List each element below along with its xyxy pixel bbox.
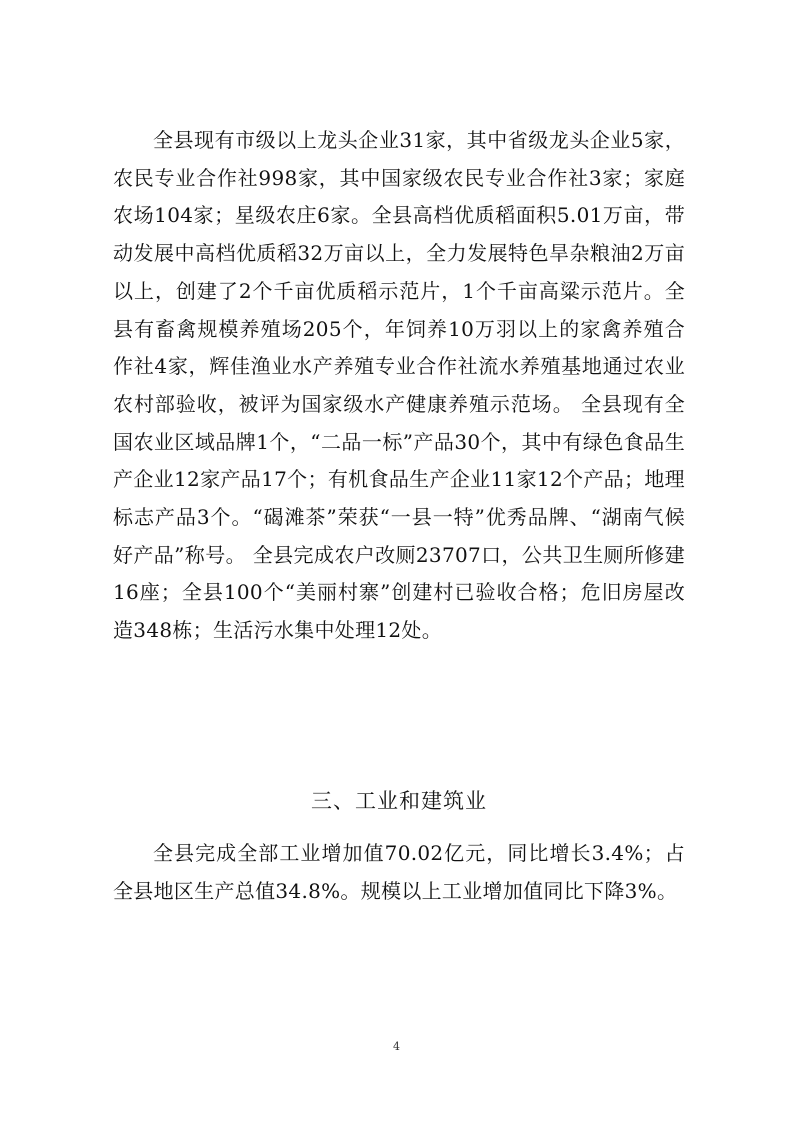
body-paragraph-industry: 全县完成全部工业增加值70.02亿元，同比增长3.4%；占全县地区生产总值34.8%。规模以上工业增加值同比下降3%。 (113, 841, 685, 903)
page-number: 4 (393, 1040, 400, 1053)
body-paragraph-agriculture: 全县现有市级以上龙头企业31家，其中省级龙头企业5家，农民专业合作社998家，其中国家级农民专业合作社3家；家庭农场104家；星级农庄6家。全县高档优质稻面积5.01万亩，带动发展中高档优质稻32万亩以上，全力发展特色旱杂粮油2万亩以上，创建了2个千亩优质稻示范片，1个千亩高粱示范片。全县有畜禽规模养殖场205个，年饲养10万羽以上的家禽养殖合作社4家，辉佳渔业水产养殖专业合作社流水养殖基地通过农业农村部验收，被评为国家级水产健康养殖示范场。 全县现有全国农业区域品牌1个，“二品一标”产品30个，其中有绿色食品生产企业12家产品17个；有机食品生产企业11家12个产品；地理标志产品3个。“碣滩茶”荣获“一县一特”优秀品牌、“湖南气候好产品”称号。 全县完成农户改厕23707口，公共卫生厕所修建16座；全县100个“美丽村寨”创建村已验收合格；危旧房屋改造348栋；生活污水集中处理12处。 (113, 128, 685, 643)
section-heading-industry: 三、工业和建筑业 (311, 789, 487, 813)
